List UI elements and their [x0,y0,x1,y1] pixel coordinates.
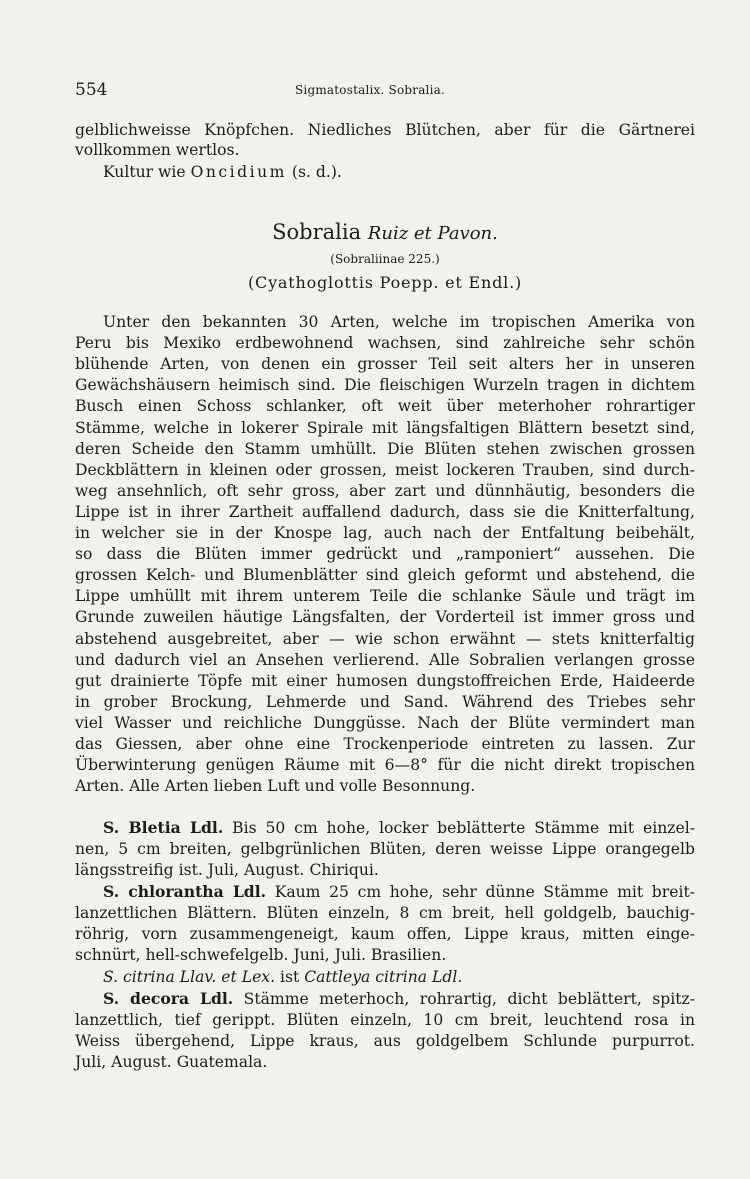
species-citrina-middle: ist [275,968,305,986]
species-chlorantha-line-2: lanzettlichen Blättern. Blüten einzeln, 8 cm breit, hell goldgelb, bauchig- [75,904,695,922]
species-bletia-text-1: Bis 50 cm hohe, locker beblätterte Stämme mit einzel- [223,819,695,837]
description-line: Unter den bekannten 30 Arten, welche im tropischen Amerika von [103,313,695,331]
description-line: Lippe ist in ihrer Zartheit auffallend dadurch, dass sie die Knitterfaltung, [75,502,695,521]
description-line: grossen Kelch- und Blumenblätter sind gleich geformt und abstehend, die [75,566,695,585]
description-last-line: Arten. Alle Arten lieben Luft und volle Besonnung. [75,777,476,796]
description-line: Lippe umhüllt mit ihrem unterem Teile die schlanke Säule und trägt im [75,587,695,606]
intro-line-1: gelblichweisse Knöpfchen. Niedliches Blütchen, aber für die Gärtnerei [75,121,695,139]
description-line: Gewächshäusern heimisch sind. Die fleischigen Wurzeln tragen in dichtem [75,376,695,395]
description-line: deren Scheide den Stamm umhüllt. Die Blüten stehen zwischen grossen [75,439,695,458]
description-line: Stämme, welche in lokerer Spirale mit längsfaltigen Blättern besetzt sind, [75,418,695,437]
species-bletia-line-2: nen, 5 cm breiten, gelbgrünlichen Blüten, deren weisse Lippe orangegelb [75,840,695,858]
genus-subtribe: (Sobraliinae 225.) [330,252,440,266]
species-chlorantha-line-3: röhrig, vorn zusammengeneigt, kaum offen, Lippe kraus, mitten einge- [75,925,695,943]
intro-line-2: vollkommen wertlos. [75,141,240,159]
description-line: Deckblättern in kleinen oder grossen, meist lockeren Trauben, sind durch- [75,460,695,479]
description-line: abstehend ausgebreitet, aber — wie schon erwähnt — stets knitterfaltig [75,629,695,648]
description-line: so dass die Blüten immer gedrückt und „ramponiert“ aussehen. Die [75,545,695,564]
description-line: in welcher sie in der Knospe lag, auch nach der Entfaltung beibehält, [75,524,695,542]
species-chlorantha-text-1: Kaum 25 cm hohe, sehr dünne Stämme mit breit- [266,883,695,901]
genus-authors: Ruiz et Pavon. [367,223,498,244]
page-number: 554 [75,80,108,100]
species-bletia-name: S. Bletia Ldl. [103,818,224,837]
description-line: blühende Arten, von denen ein grosser Teil seit alters her in unseren [75,355,695,374]
genus-title [75,220,695,244]
kultur-suffix: (s. d.). [286,163,342,181]
description-line: Peru bis Mexiko erdbewohnend wachsen, sind zahlreiche sehr schön [75,334,695,353]
species-bletia-line-1 [103,818,695,838]
genus-synonym: (Cyathoglottis Poepp. et Endl.) [247,273,523,292]
description-line: und dadurch viel an Ansehen verlierend. Alle Sobralien verlangen grosse [75,650,695,669]
species-decora-line-4: Juli, August. Guatemala. [75,1053,268,1071]
species-chlorantha-name: S. chlorantha Ldl. [103,882,267,901]
description-line: das Giessen, aber ohne eine Trockenperiode eintreten zu lassen. Zur [75,735,695,753]
species-decora-name: S. decora Ldl. [103,989,234,1008]
species-chlorantha-line-4: schnürt, hell-schwefelgelb. Juni, Juli. Brasilien. [75,946,447,964]
species-decora-line-3: Weiss übergehend, Lippe kraus, aus goldgelbem Schlunde purpurrot. [75,1032,695,1050]
species-chlorantha-line-1 [103,882,695,902]
description-line: Grunde zuweilen häutige Längsfalten, der Vorderteil ist immer gross und [75,608,695,627]
genus-name: Sobralia [272,220,362,244]
kultur-line [103,162,723,182]
species-decora-line-1 [103,989,695,1009]
species-decora-line-2: lanzettlich, tief gerippt. Blüten einzeln, 10 cm breit, leuchtend rosa in [75,1011,695,1029]
description-line: Überwinterung genügen Räume mit 6—8° für die nicht direkt tropischen [75,756,695,775]
species-decora-text-1: Stämme meterhoch, rohrartig, dicht beblättert, spitz- [233,990,695,1008]
description-line: gut drainierte Töpfe mit einer humosen dungstoffreichen Erde, Haideerde [75,671,695,690]
species-bletia-line-3: längsstreifig ist. Juli, August. Chiriqui. [75,861,379,879]
description-line: weg ansehnlich, oft sehr gross, aber zart und dünnhäutig, besonders die [75,481,695,500]
description-line: viel Wasser und reichliche Dunggüsse. Nach der Blüte vermindert man [75,713,695,732]
kultur-prefix: Kultur wie [103,163,191,181]
species-citrina-name: S. citrina Llav. et Lex. [103,968,276,986]
kultur-genus: Oncidium [190,163,287,181]
page-header [75,80,695,104]
species-citrina-target: Cattleya citrina Ldl. [304,968,463,986]
description-line: in grober Brockung, Lehmerde und Sand. Während des Triebes sehr [75,692,695,711]
running-title: Sigmatostalix. Sobralia. [295,83,445,97]
description-line: Busch einen Schoss schlanker, oft weit über meterhoher rohrartiger [75,397,695,416]
species-citrina-line [103,967,723,987]
